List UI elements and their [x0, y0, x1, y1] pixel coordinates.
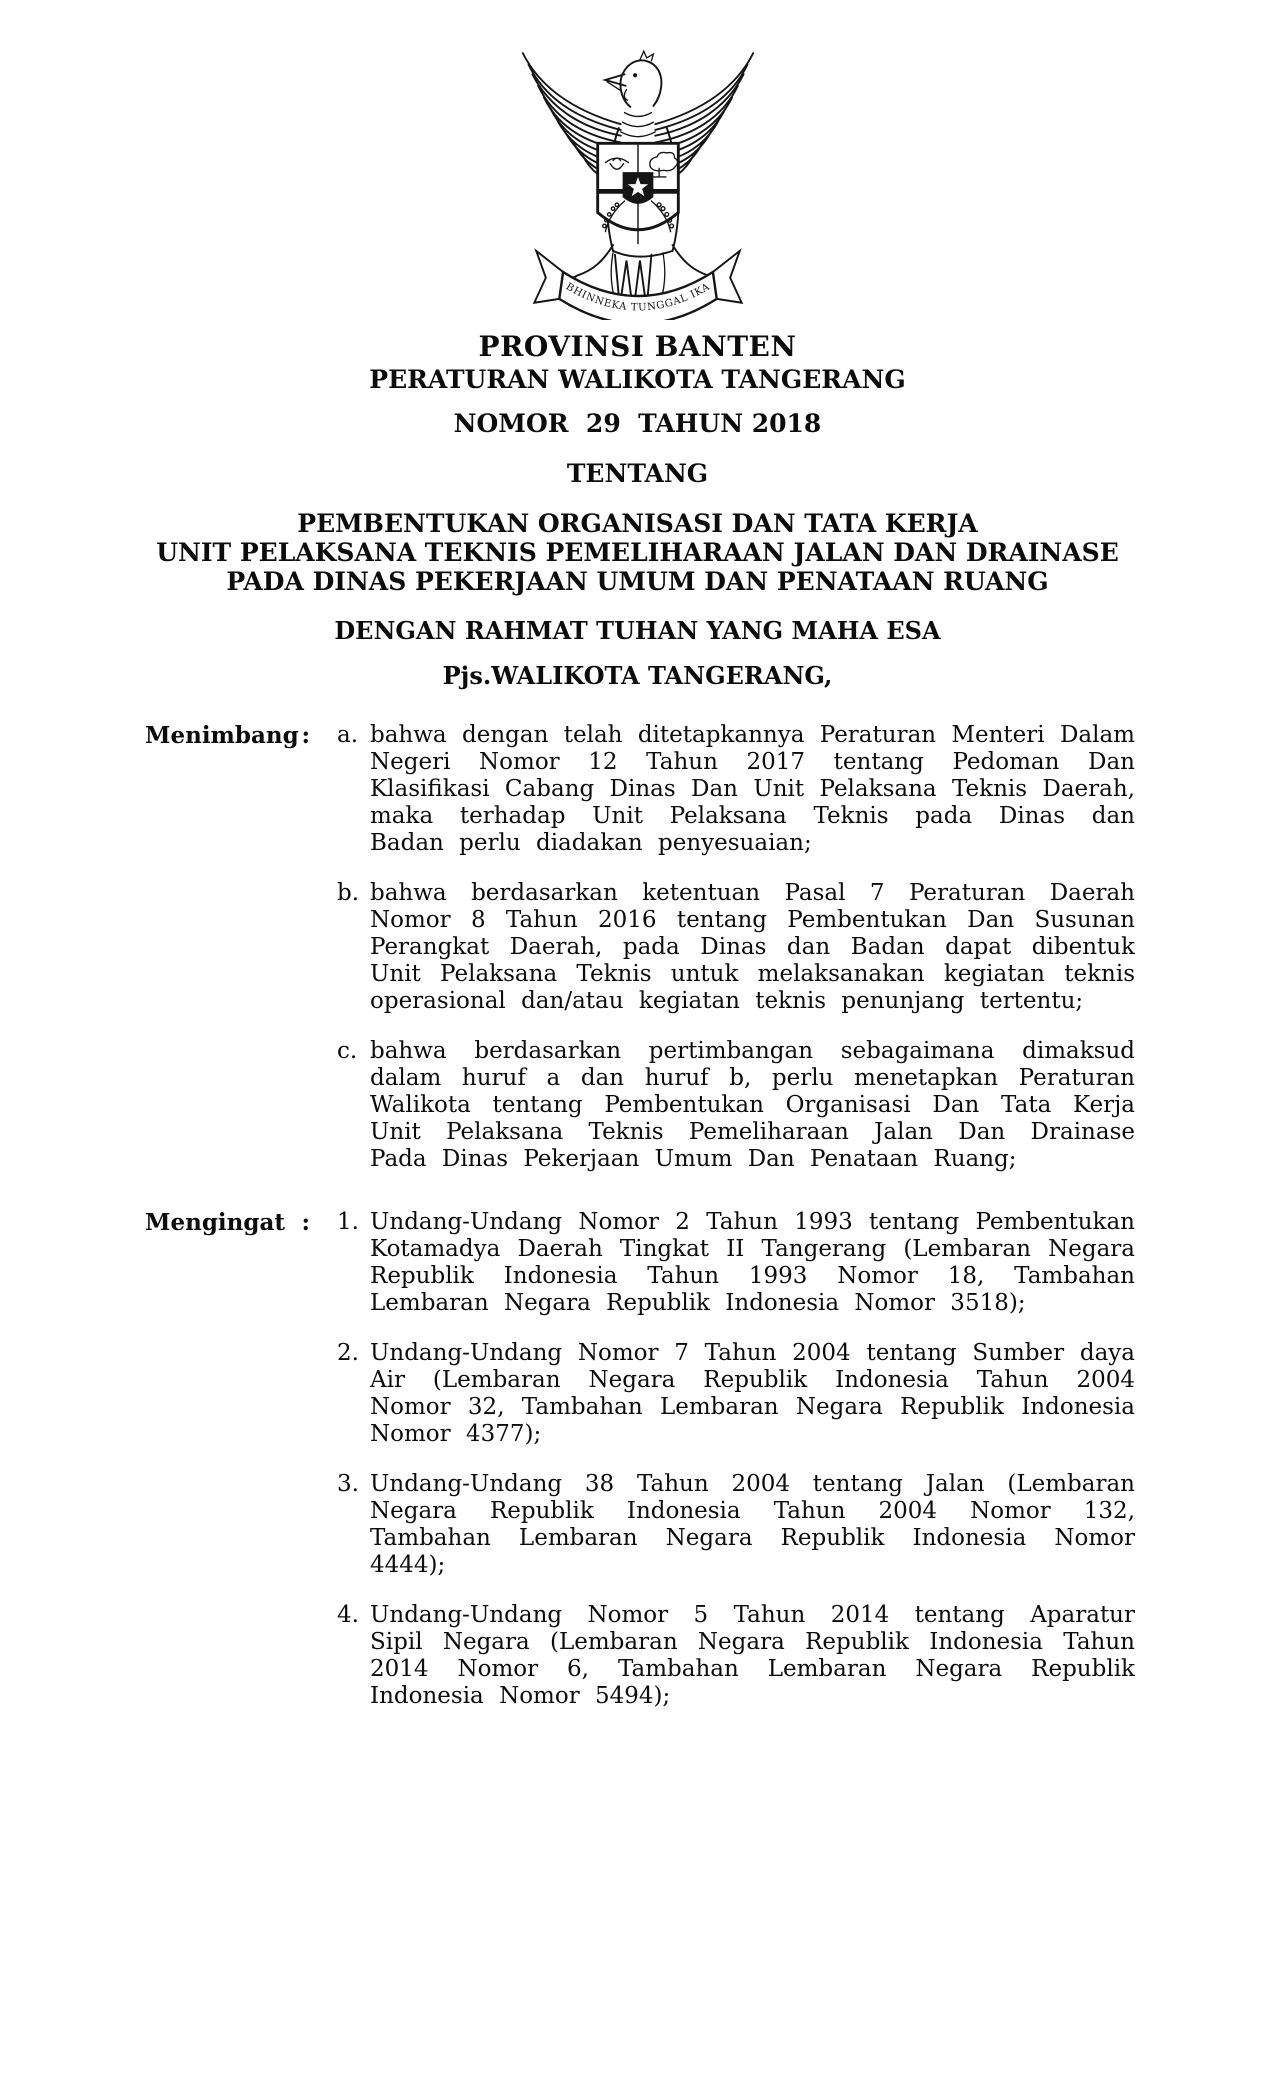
subject-line-3: PADA DINAS PEKERJAAN UMUM DAN PENATAAN RUANG	[226, 567, 1049, 596]
item-marker: c.	[337, 1038, 358, 1064]
subject-line-2: UNIT PELAKSANA TEKNIS PEMELIHARAAN JALAN DAN DRAINASE	[156, 538, 1119, 567]
regulation-title: PERATURAN WALIKOTA TANGERANG	[369, 365, 906, 394]
item-marker: b.	[337, 880, 360, 906]
considering-item	[337, 1038, 1135, 1173]
remembering-item	[337, 1340, 1135, 1448]
motto-text: BHINNEKA TUNGGAL IKA	[563, 281, 712, 314]
remembering-label-text: Mengingat	[145, 1209, 285, 1236]
considering-item	[337, 880, 1135, 1015]
item-text: Undang-Undang Nomor 7 Tahun 2004 tentang Sumber daya Air (Lembaran Negara Republik Indonesia Tahun 2004 Nomor 32, Tambahan Lembaran Negara Republik Indonesia Nomor 4377);	[370, 1340, 1135, 1447]
remembering-item	[337, 1209, 1135, 1317]
item-marker: 4.	[337, 1602, 359, 1628]
considering-label-colon: :	[301, 722, 310, 749]
remembering-section	[0, 1209, 1275, 1710]
eagle-head-icon	[605, 51, 661, 107]
pancasila-shield-icon	[597, 143, 678, 244]
emblem-container	[0, 32, 1275, 320]
motto-ribbon-icon	[534, 251, 741, 320]
considering-section	[0, 722, 1275, 1173]
item-marker: 1.	[337, 1209, 359, 1235]
regulation-number: NOMOR 29 TAHUN 2018	[453, 409, 822, 438]
province-heading: PROVINSI BANTEN	[478, 330, 797, 363]
item-marker: 2.	[337, 1340, 359, 1366]
item-text: bahwa berdasarkan pertimbangan sebagaimana dimaksud dalam huruf a dan huruf b, perlu menetapkan Peraturan Walikota tentang Pembentukan Organisasi Dan Tata Kerja Unit Pelaksana Teknis Pemeliharaan Jalan Dan Drainase Pada Dinas Pekerjaan Umum Dan Penataan Ruang;	[370, 1038, 1135, 1172]
remembering-label-colon: :	[301, 1209, 310, 1236]
official-title: Pjs.WALIKOTA TANGERANG,	[442, 661, 833, 690]
subject-block	[0, 509, 1275, 596]
considering-item	[337, 722, 1135, 857]
invocation-line: DENGAN RAHMAT TUHAN YANG MAHA ESA	[334, 616, 941, 645]
item-text: bahwa dengan telah ditetapkannya Peraturan Menteri Dalam Negeri Nomor 12 Tahun 2017 tentang Pedoman Dan Klasifikasi Cabang Dinas Dan Unit Pelaksana Teknis Daerah, maka terhadap Unit Pelaksana Teknis pada Dinas dan Badan perlu diadakan penyesuaian;	[370, 722, 1135, 856]
item-text: Undang-Undang Nomor 5 Tahun 2014 tentang Aparatur Sipil Negara (Lembaran Negara Republik Indonesia Tahun 2014 Nomor 6, Tambahan Lembaran Negara Republik Indonesia Nomor 5494);	[370, 1602, 1135, 1709]
garuda-pancasila-emblem	[513, 32, 763, 320]
item-marker: 3.	[337, 1471, 359, 1497]
subject-line-1: PEMBENTUKAN ORGANISASI DAN TATA KERJA	[297, 509, 978, 538]
remembering-item	[337, 1471, 1135, 1579]
about-label: TENTANG	[566, 459, 709, 488]
item-text: Undang-Undang 38 Tahun 2004 tentang Jalan (Lembaran Negara Republik Indonesia Tahun 2004 Nomor 132, Tambahan Lembaran Negara Republik Indonesia Nomor 4444);	[370, 1471, 1135, 1578]
remembering-items	[337, 1209, 1135, 1710]
remembering-item	[337, 1602, 1135, 1710]
item-marker: a.	[337, 722, 359, 748]
considering-items	[337, 722, 1135, 1173]
considering-label-text: Menimbang	[145, 722, 299, 749]
item-text: bahwa berdasarkan ketentuan Pasal 7 Peraturan Daerah Nomor 8 Tahun 2016 tentang Pembentukan Dan Susunan Perangkat Daerah, pada Dinas dan Badan dapat dibentuk Unit Pelaksana Teknis untuk melaksanakan kegiatan teknis operasional dan/atau kegiatan teknis penunjang tertentu;	[370, 880, 1135, 1014]
item-text: Undang-Undang Nomor 2 Tahun 1993 tentang Pembentukan Kotamadya Daerah Tingkat II Tangerang (Lembaran Negara Republik Indonesia Tahun 1993 Nomor 18, Tambahan Lembaran Negara Republik Indonesia Nomor 3518);	[370, 1209, 1135, 1316]
remembering-label	[145, 1209, 310, 1236]
considering-label	[145, 722, 310, 749]
